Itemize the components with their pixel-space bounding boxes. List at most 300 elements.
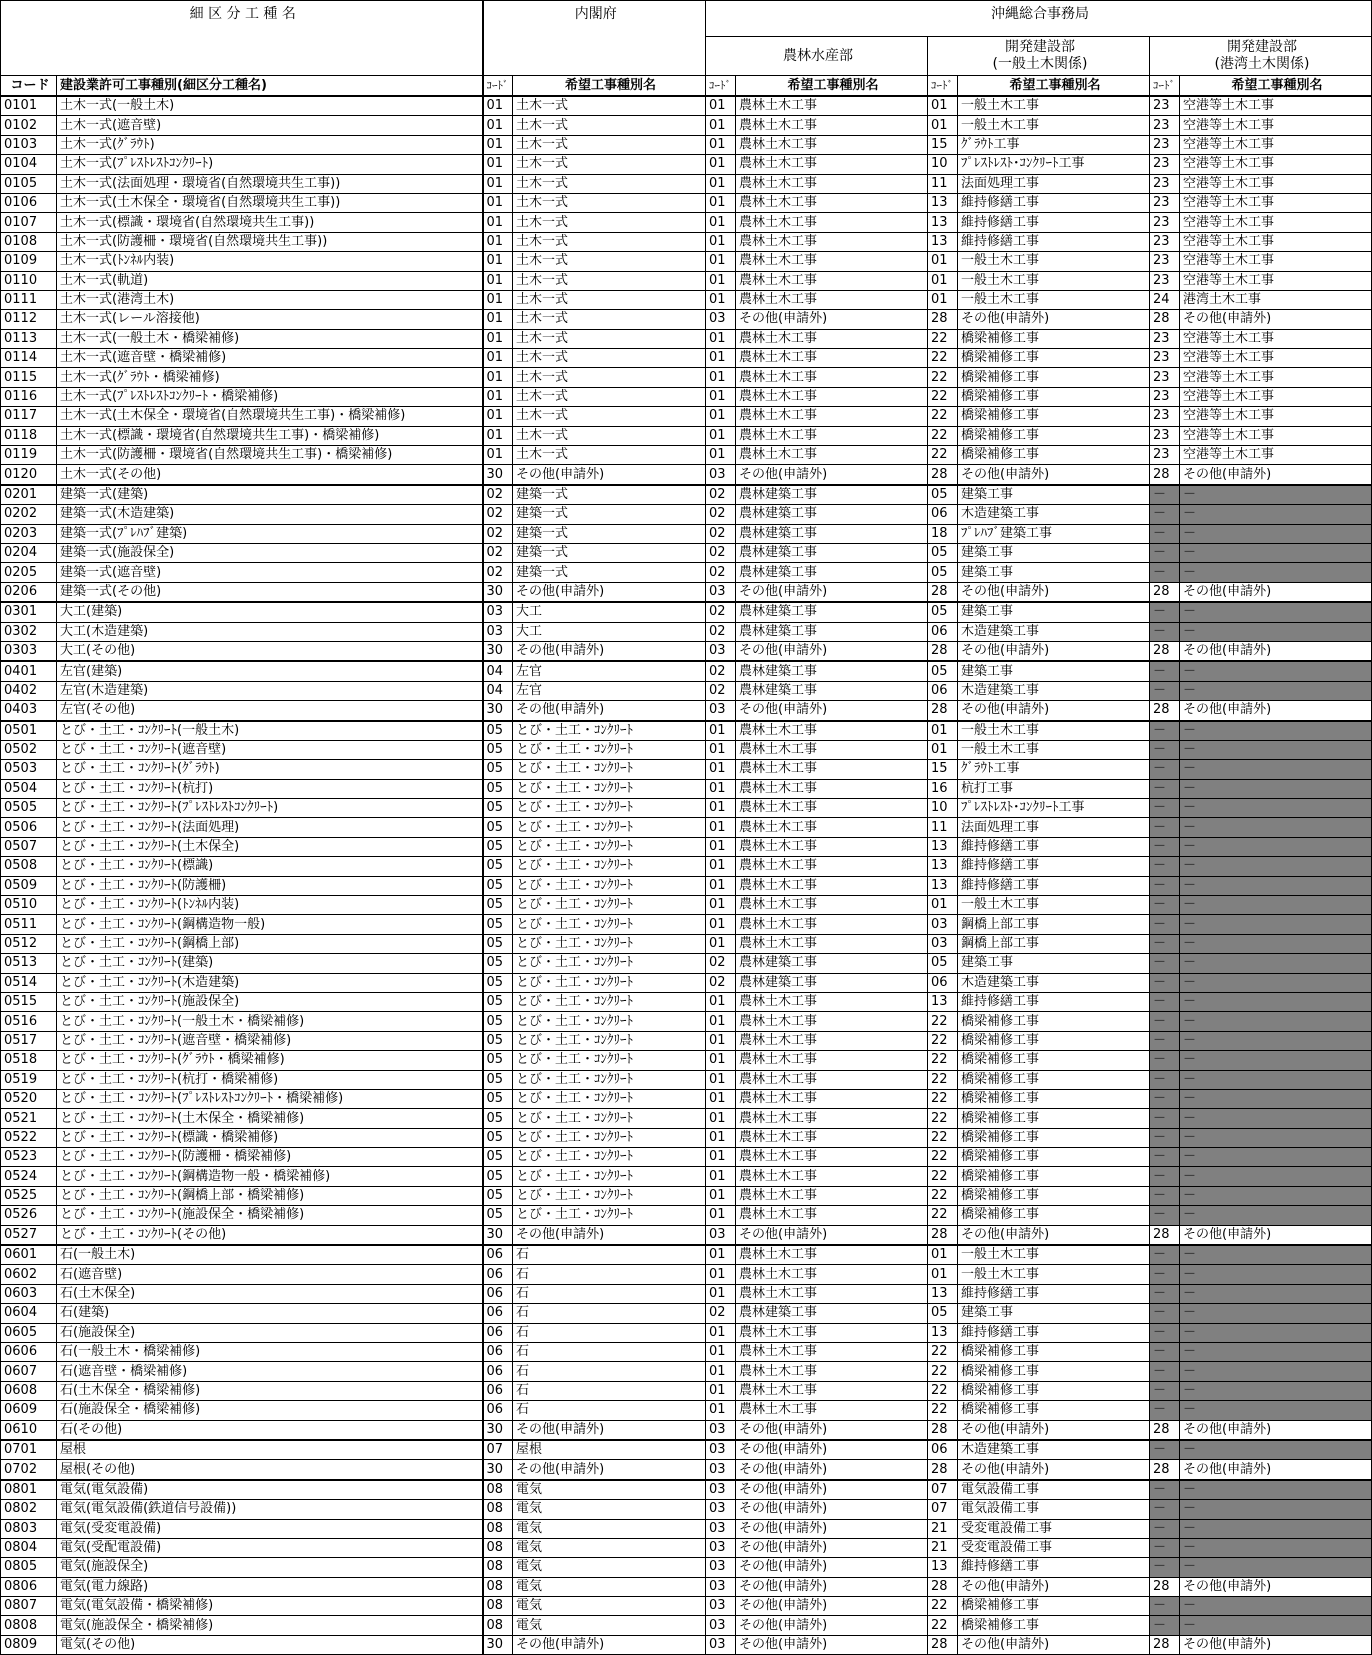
cabinet-code-cell: 06 [483,1323,513,1342]
cabinet-wish-name-cell: 土木一式 [513,407,706,426]
agri-wish-name-cell: その他(申請外) [736,1616,928,1635]
dev2-code-cell: 23 [1150,135,1180,154]
permit-name-cell: 大工(木造建築) [57,622,483,641]
table-row [1,1616,1372,1635]
dev1-code-cell: 01 [928,252,958,271]
agri-code-cell: 01 [706,876,736,895]
cabinet-wish-name-cell: その他(申請外) [513,641,706,661]
table-row [1,1323,1372,1342]
agri-code-cell: 01 [706,213,736,232]
dev1-code-cell: 01 [928,721,958,741]
cabinet-code-cell: 01 [483,213,513,232]
code-cell: 0513 [1,954,57,973]
permit-name-cell: とび・土工・ｺﾝｸﾘｰﾄ(土木保全) [57,837,483,856]
dev2-code-cell: 28 [1150,1460,1180,1480]
dev1-wish-name-cell: 維持修繕工事 [958,837,1150,856]
agri-code-cell: 03 [706,1519,736,1538]
agri-wish-name-cell: 農林土木工事 [736,329,928,348]
agri-code-cell: 03 [706,1577,736,1596]
code-cell: 0119 [1,446,57,465]
dev1-wish-name-cell: 一般土木工事 [958,96,1150,116]
dev1-code-cell: 13 [928,1323,958,1342]
permit-name-cell: とび・土工・ｺﾝｸﾘｰﾄ(土木保全・橋梁補修) [57,1109,483,1128]
agri-code-cell: 02 [706,661,736,681]
code-cell: 0605 [1,1323,57,1342]
code-cell: 0114 [1,349,57,368]
agri-wish-name-cell: 農林土木工事 [736,290,928,309]
table-row [1,1420,1372,1440]
agri-wish-name-cell: 農林土木工事 [736,213,928,232]
dev2-wish-name-cell: － [1180,1148,1372,1167]
cabinet-code-cell: 01 [483,193,513,212]
dev1-wish-name-cell: その他(申請外) [958,641,1150,661]
cabinet-code-cell: 04 [483,681,513,700]
dev1-wish-name-cell: 一般土木工事 [958,116,1150,135]
code-column-header: コード [1,76,57,97]
cabinet-wish-name-cell: とび・土工・ｺﾝｸﾘｰﾄ [513,818,706,837]
cabinet-wish-name-cell: とび・土工・ｺﾝｸﾘｰﾄ [513,934,706,953]
table-row [1,213,1372,232]
dev2-wish-name-cell: － [1180,1362,1372,1381]
dev1-wish-name-cell: その他(申請外) [958,1420,1150,1440]
permit-name-cell: 土木一式(遮音壁) [57,116,483,135]
permit-name-cell: 電気(その他) [57,1635,483,1654]
agri-wish-name-cell: 農林土木工事 [736,1070,928,1089]
permit-name-cell: とび・土工・ｺﾝｸﾘｰﾄ(標識) [57,857,483,876]
dev1-code-cell: 13 [928,193,958,212]
permit-name-cell: とび・土工・ｺﾝｸﾘｰﾄ(標識・橋梁補修) [57,1128,483,1147]
permit-name-cell: 土木一式(軌道) [57,271,483,290]
agri-code-cell: 01 [706,740,736,759]
dev2-code-cell: － [1150,818,1180,837]
dev2-wish-name-cell: 空港等土木工事 [1180,446,1372,465]
dev1-code-cell: 05 [928,485,958,505]
dev1-wish-name-cell: その他(申請外) [958,1577,1150,1596]
dev2-code-cell: － [1150,1381,1180,1400]
agri-wish-name-cell: 農林土木工事 [736,1109,928,1128]
agri-wish-name-cell: 農林建築工事 [736,543,928,562]
permit-name-cell: とび・土工・ｺﾝｸﾘｰﾄ(防護柵) [57,876,483,895]
permit-name-cell: 電気(受変電設備) [57,1519,483,1538]
cabinet-code-cell: 05 [483,1089,513,1108]
dev1-code-cell: 13 [928,992,958,1011]
cabinet-wish-name-cell: 土木一式 [513,446,706,465]
dev2-wish-name-cell: 空港等土木工事 [1180,155,1372,174]
cabinet-code-cell: 30 [483,701,513,721]
agri-code-cell: 02 [706,505,736,524]
cabinet-code-cell: 01 [483,368,513,387]
dev2-wish-name-cell: － [1180,1538,1372,1557]
table-row [1,1206,1372,1225]
permit-name-cell: 石(遮音壁) [57,1265,483,1284]
code-cell: 0508 [1,857,57,876]
agri-wish-name-cell: その他(申請外) [736,641,928,661]
dev2-wish-name-cell: － [1180,661,1372,681]
dev2-code-cell: 23 [1150,174,1180,193]
code-cell: 0603 [1,1284,57,1303]
code-cell: 0702 [1,1460,57,1480]
cabinet-wish-name-cell: とび・土工・ｺﾝｸﾘｰﾄ [513,779,706,798]
code-cell: 0112 [1,310,57,329]
dev1-code-cell: 22 [928,1031,958,1050]
cabinet-code-cell: 05 [483,1206,513,1225]
dev1-wish-name-header: 希望工事種別名 [958,76,1150,97]
table-row [1,760,1372,779]
dev1-code-header: ｺｰﾄﾞ [928,76,958,97]
agri-code-cell: 01 [706,1012,736,1031]
agri-wish-name-cell: 農林土木工事 [736,915,928,934]
agri-wish-name-cell: 農林土木工事 [736,1323,928,1342]
dev2-code-cell: － [1150,485,1180,505]
dev2-wish-name-cell: － [1180,505,1372,524]
dev1-code-cell: 06 [928,622,958,641]
cabinet-code-cell: 30 [483,465,513,485]
permit-name-cell: 電気(電気設備) [57,1480,483,1500]
agri-wish-name-cell: 農林土木工事 [736,1148,928,1167]
cabinet-code-cell: 01 [483,232,513,251]
dev1-code-cell: 13 [928,857,958,876]
cabinet-code-cell: 30 [483,1635,513,1654]
dev2-code-cell: 23 [1150,329,1180,348]
agri-code-cell: 03 [706,701,736,721]
dev2-code-cell: － [1150,661,1180,681]
dev1-wish-name-cell: 維持修繕工事 [958,213,1150,232]
agri-code-cell: 01 [706,1186,736,1205]
cabinet-wish-name-cell: 大工 [513,602,706,622]
code-cell: 0519 [1,1070,57,1089]
table-row [1,1401,1372,1420]
code-cell: 0806 [1,1577,57,1596]
permit-name-cell: とび・土工・ｺﾝｸﾘｰﾄ(ｸﾞﾗｳﾄ・橋梁補修) [57,1051,483,1070]
dev2-code-cell: 23 [1150,407,1180,426]
dev1-wish-name-cell: 橋梁補修工事 [958,1089,1150,1108]
table-row [1,116,1372,135]
dev2-code-cell: 23 [1150,232,1180,251]
dev2-wish-name-cell: 空港等土木工事 [1180,426,1372,445]
cabinet-wish-name-cell: 左官 [513,681,706,700]
code-cell: 0507 [1,837,57,856]
code-cell: 0302 [1,622,57,641]
cabinet-wish-name-cell: 電気 [513,1616,706,1635]
permit-name-cell: 電気(電気設備・橋梁補修) [57,1597,483,1616]
dev2-code-cell: － [1150,563,1180,582]
dev2-wish-name-cell: － [1180,1031,1372,1050]
agri-wish-name-cell: 農林建築工事 [736,622,928,641]
dev1-wish-name-cell: その他(申請外) [958,701,1150,721]
dev1-wish-name-cell: 維持修繕工事 [958,1284,1150,1303]
dev1-code-cell: 22 [928,1070,958,1089]
table-row [1,779,1372,798]
cabinet-wish-name-cell: その他(申請外) [513,701,706,721]
dev2-wish-name-cell: － [1180,1245,1372,1265]
agri-code-cell: 03 [706,465,736,485]
cabinet-code-cell: 05 [483,1148,513,1167]
dev1-code-cell: 28 [928,1460,958,1480]
cabinet-code-cell: 02 [483,524,513,543]
dev1-wish-name-cell: その他(申請外) [958,582,1150,602]
dev1-code-cell: 01 [928,1245,958,1265]
agri-wish-name-cell: 農林土木工事 [736,1186,928,1205]
code-cell: 0604 [1,1304,57,1323]
permit-name-cell: 石(建築) [57,1304,483,1323]
table-row [1,857,1372,876]
cabinet-wish-name-cell: その他(申請外) [513,582,706,602]
dev1-wish-name-cell: 橋梁補修工事 [958,1206,1150,1225]
dev2-wish-name-cell: － [1180,681,1372,700]
code-cell: 0117 [1,407,57,426]
cabinet-code-cell: 02 [483,563,513,582]
agri-code-cell: 01 [706,426,736,445]
dev2-wish-name-cell: 空港等土木工事 [1180,116,1372,135]
dev1-code-cell: 28 [928,465,958,485]
dev2-wish-name-cell: － [1180,818,1372,837]
dev2-code-cell: － [1150,973,1180,992]
permit-name-cell: 電気(受配電設備) [57,1538,483,1557]
code-cell: 0522 [1,1128,57,1147]
table-row [1,329,1372,348]
dev2-code-cell: － [1150,505,1180,524]
table-row [1,740,1372,759]
cabinet-code-cell: 02 [483,543,513,562]
cabinet-wish-name-cell: 土木一式 [513,213,706,232]
dev1-code-cell: 15 [928,760,958,779]
permit-name-cell: 左官(その他) [57,701,483,721]
dev2-code-cell: － [1150,1304,1180,1323]
agri-code-cell: 03 [706,1635,736,1654]
table-row [1,349,1372,368]
agri-code-cell: 03 [706,1460,736,1480]
dev1-code-cell: 06 [928,505,958,524]
dev1-wish-name-cell: 建築工事 [958,563,1150,582]
dev2-code-cell: － [1150,896,1180,915]
cabinet-code-cell: 06 [483,1304,513,1323]
agri-code-cell: 01 [706,1148,736,1167]
code-cell: 0106 [1,193,57,212]
agri-code-cell: 02 [706,543,736,562]
dev1-code-cell: 22 [928,349,958,368]
agri-wish-name-cell: 農林土木工事 [736,1206,928,1225]
dev1-code-cell: 01 [928,116,958,135]
cabinet-wish-name-cell: その他(申請外) [513,465,706,485]
dev1-wish-name-cell: 維持修繕工事 [958,232,1150,251]
permit-name-cell: 土木一式(一般土木・橋梁補修) [57,329,483,348]
dev2-code-cell: 23 [1150,387,1180,406]
dev1-wish-name-cell: 維持修繕工事 [958,1558,1150,1577]
cabinet-wish-name-cell: とび・土工・ｺﾝｸﾘｰﾄ [513,1089,706,1108]
dev1-wish-name-cell: 建築工事 [958,485,1150,505]
dev1-code-cell: 22 [928,1167,958,1186]
dev2-wish-name-cell: － [1180,1597,1372,1616]
table-row [1,290,1372,309]
table-row [1,1362,1372,1381]
cabinet-wish-name-cell: 土木一式 [513,426,706,445]
cabinet-code-cell: 01 [483,96,513,116]
cabinet-wish-name-cell: 建築一式 [513,524,706,543]
dev2-code-cell: － [1150,622,1180,641]
cabinet-wish-name-cell: 建築一式 [513,505,706,524]
code-cell: 0610 [1,1420,57,1440]
cabinet-wish-name-cell: とび・土工・ｺﾝｸﾘｰﾄ [513,876,706,895]
agri-wish-name-cell: 農林土木工事 [736,193,928,212]
dev2-code-cell: － [1150,1031,1180,1050]
dev1-wish-name-cell: 橋梁補修工事 [958,1362,1150,1381]
cabinet-wish-name-cell: 土木一式 [513,290,706,309]
agri-wish-name-cell: 農林建築工事 [736,505,928,524]
cabinet-wish-name-cell: 土木一式 [513,232,706,251]
agri-wish-name-header: 希望工事種別名 [736,76,928,97]
table-row [1,1304,1372,1323]
dev1-wish-name-cell: 建築工事 [958,543,1150,562]
cabinet-code-cell: 05 [483,799,513,818]
cabinet-code-cell: 07 [483,1440,513,1460]
dev1-code-cell: 21 [928,1538,958,1557]
dev1-code-cell: 22 [928,1089,958,1108]
dev2-wish-name-cell: その他(申請外) [1180,1420,1372,1440]
dev1-wish-name-cell: 一般土木工事 [958,252,1150,271]
dev1-code-cell: 06 [928,681,958,700]
cabinet-code-cell: 05 [483,779,513,798]
cabinet-wish-name-cell: 大工 [513,622,706,641]
dev2-code-cell: 23 [1150,116,1180,135]
table-row [1,1089,1372,1108]
dev1-wish-name-cell: 橋梁補修工事 [958,1167,1150,1186]
dev2-code-cell: － [1150,1070,1180,1089]
permit-name-cell: 石(その他) [57,1420,483,1440]
agri-code-header: ｺｰﾄﾞ [706,76,736,97]
dev2-wish-name-cell: 空港等土木工事 [1180,135,1372,154]
agri-wish-name-cell: その他(申請外) [736,1225,928,1245]
cabinet-code-cell: 05 [483,1167,513,1186]
dev1-code-cell: 13 [928,876,958,895]
dev1-code-cell: 22 [928,1186,958,1205]
cabinet-wish-name-cell: とび・土工・ｺﾝｸﾘｰﾄ [513,915,706,934]
cabinet-wish-name-cell: とび・土工・ｺﾝｸﾘｰﾄ [513,1206,706,1225]
dev1-code-cell: 07 [928,1500,958,1519]
agri-wish-name-cell: 農林土木工事 [736,857,928,876]
permit-name-cell: 土木一式(ﾌﾟﾚｽﾄﾚｽﾄｺﾝｸﾘｰﾄ・橋梁補修) [57,387,483,406]
dev1-wish-name-cell: 橋梁補修工事 [958,1051,1150,1070]
agri-wish-name-cell: その他(申請外) [736,1460,928,1480]
dev2-wish-name-cell: － [1180,485,1372,505]
dev1-wish-name-cell: その他(申請外) [958,1460,1150,1480]
agri-code-cell: 01 [706,407,736,426]
permit-name-cell: 建築一式(ﾌﾟﾚﾊﾌﾞ建築) [57,524,483,543]
agri-code-cell: 01 [706,1381,736,1400]
agri-wish-name-cell: 農林土木工事 [736,837,928,856]
permit-name-cell: 土木一式(港湾土木) [57,290,483,309]
dev1-wish-name-cell: その他(申請外) [958,310,1150,329]
agri-wish-name-cell: 農林土木工事 [736,934,928,953]
permit-name-cell: 石(一般土木・橋梁補修) [57,1343,483,1362]
dev1-code-cell: 22 [928,446,958,465]
agri-wish-name-cell: その他(申請外) [736,1597,928,1616]
dev2-wish-name-cell: 空港等土木工事 [1180,252,1372,271]
dev1-wish-name-cell: 一般土木工事 [958,1245,1150,1265]
agri-wish-name-cell: 農林建築工事 [736,973,928,992]
dev1-wish-name-cell: 橋梁補修工事 [958,1597,1150,1616]
dev1-wish-name-cell: 受変電設備工事 [958,1538,1150,1557]
cabinet-wish-name-cell: 土木一式 [513,116,706,135]
agri-wish-name-cell: 農林建築工事 [736,602,928,622]
dev1-code-cell: 10 [928,799,958,818]
cabinet-code-cell: 30 [483,1225,513,1245]
table-row [1,973,1372,992]
dev1-wish-name-cell: 橋梁補修工事 [958,1109,1150,1128]
dev1-wish-name-cell: ｸﾞﾗｳﾄ工事 [958,760,1150,779]
permit-name-cell: 石(遮音壁・橋梁補修) [57,1362,483,1381]
permit-name-cell: 建築一式(施設保全) [57,543,483,562]
permit-name-cell: とび・土工・ｺﾝｸﾘｰﾄ(ﾄﾝﾈﾙ内装) [57,896,483,915]
agri-code-cell: 02 [706,485,736,505]
table-row [1,193,1372,212]
cabinet-code-cell: 06 [483,1265,513,1284]
agri-wish-name-cell: 農林土木工事 [736,1089,928,1108]
cabinet-wish-name-cell: とび・土工・ｺﾝｸﾘｰﾄ [513,857,706,876]
dev2-code-cell: 28 [1150,582,1180,602]
dev1-code-cell: 22 [928,329,958,348]
agri-code-cell: 01 [706,155,736,174]
dev2-wish-name-cell: 空港等土木工事 [1180,387,1372,406]
cabinet-code-cell: 01 [483,135,513,154]
dev2-wish-name-cell: その他(申請外) [1180,641,1372,661]
dev2-wish-name-cell: － [1180,876,1372,895]
agri-wish-name-cell: 農林土木工事 [736,368,928,387]
table-row [1,407,1372,426]
dev2-wish-name-cell: 空港等土木工事 [1180,407,1372,426]
cabinet-wish-name-cell: 石 [513,1381,706,1400]
table-row [1,465,1372,485]
table-row [1,1265,1372,1284]
code-cell: 0107 [1,213,57,232]
cabinet-wish-name-cell: とび・土工・ｺﾝｸﾘｰﾄ [513,740,706,759]
dev1-code-cell: 22 [928,1109,958,1128]
dev1-wish-name-cell: 法面処理工事 [958,174,1150,193]
table-row [1,1480,1372,1500]
code-cell: 0602 [1,1265,57,1284]
dev2-code-cell: － [1150,1206,1180,1225]
permit-name-cell: とび・土工・ｺﾝｸﾘｰﾄ(杭打・橋梁補修) [57,1070,483,1089]
dev2-code-cell: － [1150,1500,1180,1519]
table-row [1,1538,1372,1557]
table-row [1,1381,1372,1400]
agri-wish-name-cell: その他(申請外) [736,701,928,721]
cabinet-code-cell: 05 [483,818,513,837]
agri-code-cell: 01 [706,1051,736,1070]
cabinet-wish-name-cell: 石 [513,1401,706,1420]
table-row [1,505,1372,524]
permit-name-cell: 建築一式(遮音壁) [57,563,483,582]
dev1-wish-name-cell: 橋梁補修工事 [958,349,1150,368]
cabinet-code-cell: 05 [483,896,513,915]
table-row [1,622,1372,641]
dev2-wish-name-cell: － [1180,1558,1372,1577]
dev2-wish-name-cell: その他(申請外) [1180,465,1372,485]
code-cell: 0120 [1,465,57,485]
table-row [1,232,1372,251]
agri-wish-name-cell: 農林土木工事 [736,1362,928,1381]
dev1-code-cell: 11 [928,174,958,193]
agri-code-cell: 01 [706,387,736,406]
permit-name-cell: とび・土工・ｺﾝｸﾘｰﾄ(建築) [57,954,483,973]
cabinet-code-cell: 01 [483,407,513,426]
table-row [1,1051,1372,1070]
dev2-code-cell: － [1150,1343,1180,1362]
permit-name-cell: とび・土工・ｺﾝｸﾘｰﾄ(鋼橋上部・橋梁補修) [57,1186,483,1205]
dev1-wish-name-cell: 木造建築工事 [958,505,1150,524]
dev2-wish-name-cell: － [1180,1265,1372,1284]
dev2-code-cell: － [1150,681,1180,700]
dev2-code-cell: － [1150,1616,1180,1635]
